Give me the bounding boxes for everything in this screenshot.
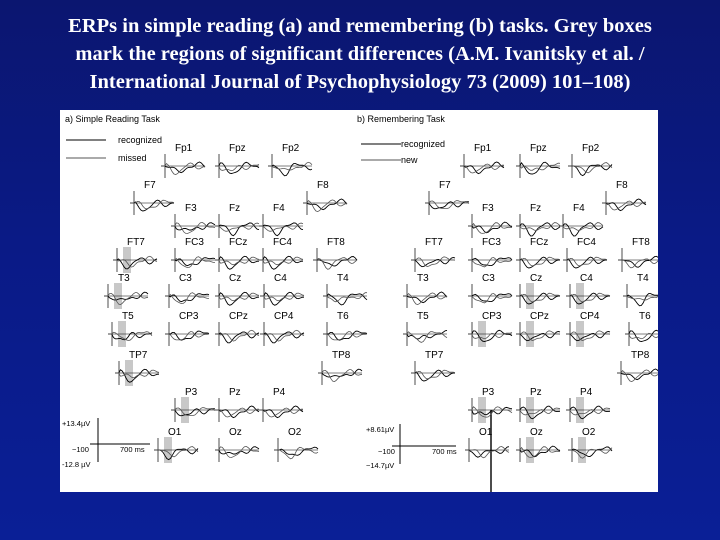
erp-trace-condition-2 bbox=[215, 165, 259, 171]
erp-trace-condition-1 bbox=[323, 294, 367, 305]
erp-trace-condition-1 bbox=[468, 222, 512, 233]
erp-trace-condition-1 bbox=[403, 330, 447, 339]
erp-trace-condition-1 bbox=[215, 332, 259, 343]
erp-a-cp3 bbox=[165, 311, 209, 346]
erp-trace-condition-2 bbox=[303, 200, 347, 212]
erp-b-tp7 bbox=[411, 350, 455, 385]
erp-a-cp4 bbox=[260, 311, 304, 346]
erp-trace-condition-1 bbox=[568, 447, 612, 457]
erp-figure bbox=[60, 110, 658, 492]
electrode-label: P4 bbox=[580, 387, 593, 398]
erp-a-fc4 bbox=[259, 237, 303, 272]
erp-b-fz bbox=[516, 203, 560, 238]
scale-a-mid: −100 bbox=[72, 445, 89, 454]
erp-a-t6 bbox=[323, 311, 367, 346]
electrode-label: T4 bbox=[337, 273, 349, 284]
erp-b-o1 bbox=[465, 427, 509, 462]
electrode-label: Oz bbox=[530, 427, 543, 438]
erp-b-f8 bbox=[602, 180, 646, 215]
electrode-label: O2 bbox=[582, 427, 596, 438]
panel-a-title: a) Simple Reading Task bbox=[65, 114, 160, 124]
slide-title bbox=[6, 12, 714, 96]
erp-trace-condition-1 bbox=[215, 223, 259, 236]
electrode-label: TP8 bbox=[631, 350, 650, 361]
erp-b-c3 bbox=[468, 273, 512, 308]
electrode-label: Pz bbox=[530, 387, 542, 398]
electrode-label: FT7 bbox=[127, 237, 145, 248]
electrode-label: FT8 bbox=[327, 237, 345, 248]
erp-trace-condition-2 bbox=[154, 447, 198, 457]
legend-b-label-2: new bbox=[401, 155, 418, 165]
electrode-label: FC4 bbox=[273, 237, 292, 248]
electrode-label: C4 bbox=[580, 273, 593, 284]
erp-a-fp1 bbox=[161, 143, 205, 178]
erp-b-ft8 bbox=[618, 237, 658, 272]
electrode-label: Oz bbox=[229, 427, 242, 438]
electrode-label: P4 bbox=[273, 387, 286, 398]
electrode-label: T5 bbox=[122, 311, 134, 322]
scale-a-bottom: -12.8 µV bbox=[62, 460, 91, 469]
erp-trace-condition-2 bbox=[468, 333, 512, 339]
electrode-label: P3 bbox=[185, 387, 198, 398]
erp-a-fz bbox=[215, 203, 259, 238]
erp-b-t4 bbox=[623, 273, 658, 308]
erp-trace-condition-1 bbox=[171, 258, 215, 266]
erp-b-f3 bbox=[468, 203, 512, 238]
electrode-label: F7 bbox=[439, 180, 451, 191]
erp-a-cpz bbox=[215, 311, 259, 346]
erp-trace-condition-1 bbox=[468, 294, 512, 302]
electrode-label: O2 bbox=[288, 427, 302, 438]
erp-trace-condition-2 bbox=[161, 163, 205, 175]
erp-trace-condition-1 bbox=[165, 294, 209, 302]
erp-b-t6 bbox=[625, 311, 658, 346]
electrode-label: T6 bbox=[639, 311, 651, 322]
legend-a-label-2: missed bbox=[118, 153, 147, 163]
electrode-label: F7 bbox=[144, 180, 156, 191]
electrode-label: Fz bbox=[530, 203, 542, 214]
electrode-label: F8 bbox=[616, 180, 628, 191]
erp-a-tp7 bbox=[115, 350, 159, 386]
erp-b-t3 bbox=[403, 273, 447, 308]
electrode-label: FC4 bbox=[577, 237, 596, 248]
erp-b-p3 bbox=[468, 387, 512, 423]
erp-a-f7 bbox=[130, 180, 174, 215]
erp-a-fcz bbox=[215, 237, 259, 272]
electrode-label: O1 bbox=[479, 427, 493, 438]
erp-b-cz bbox=[516, 273, 560, 309]
electrode-label: T3 bbox=[417, 273, 429, 284]
erp-a-oz bbox=[215, 427, 259, 462]
scale-a-top: +13.4µV bbox=[62, 419, 91, 428]
erp-a-f4 bbox=[259, 203, 303, 238]
erp-trace-condition-2 bbox=[403, 332, 447, 343]
electrode-label: TP8 bbox=[332, 350, 351, 361]
erp-a-f3 bbox=[171, 203, 215, 238]
electrode-label: T4 bbox=[637, 273, 649, 284]
erp-trace-condition-1 bbox=[113, 258, 157, 269]
erp-trace-condition-2 bbox=[566, 408, 610, 415]
erp-a-f8 bbox=[303, 180, 347, 215]
electrode-label: FC3 bbox=[482, 237, 501, 248]
scale-b-bottom: −14.7µV bbox=[366, 461, 395, 470]
erp-a-o1 bbox=[154, 427, 198, 463]
electrode-label: Fpz bbox=[229, 143, 246, 154]
title-line-3: International Journal of Psychophysiology 73 (2009) 101–108) bbox=[89, 71, 631, 93]
erp-a-ft7 bbox=[113, 237, 157, 273]
erp-b-fcz bbox=[516, 237, 560, 272]
erp-b-fp1 bbox=[460, 143, 504, 178]
erp-trace-condition-2 bbox=[313, 258, 357, 270]
erp-trace-condition-1 bbox=[468, 258, 512, 266]
electrode-label: CPz bbox=[229, 311, 248, 322]
electrode-label: Cz bbox=[229, 273, 242, 284]
erp-b-pz bbox=[516, 387, 560, 423]
erp-a-p3 bbox=[171, 387, 215, 423]
electrode-label: Fp2 bbox=[582, 143, 600, 154]
scale-b-mid: −100 bbox=[378, 447, 395, 456]
electrode-label: TP7 bbox=[425, 350, 444, 361]
erp-b-p4 bbox=[566, 387, 610, 423]
erp-a-o2 bbox=[274, 427, 318, 462]
erp-trace-condition-1 bbox=[465, 447, 509, 458]
electrode-label: CPz bbox=[530, 311, 549, 322]
erp-trace-condition-1 bbox=[215, 447, 259, 454]
scale-b-top: +8.61µV bbox=[366, 425, 395, 434]
electrode-label: C4 bbox=[274, 273, 287, 284]
electrode-label: Fp1 bbox=[474, 143, 492, 154]
erp-b-fpz bbox=[516, 143, 560, 178]
erp-trace-condition-1 bbox=[260, 332, 304, 343]
erp-a-fp2 bbox=[268, 143, 312, 178]
erp-trace-condition-1 bbox=[108, 333, 152, 340]
erp-a-c4 bbox=[260, 273, 304, 308]
electrode-label: FCz bbox=[229, 237, 248, 248]
erp-a-p4 bbox=[259, 387, 303, 422]
erp-b-f7 bbox=[425, 180, 469, 215]
electrode-label: TP7 bbox=[129, 350, 148, 361]
erp-b-ft7 bbox=[411, 237, 455, 272]
electrode-label: Pz bbox=[229, 387, 241, 398]
erp-a-t4 bbox=[323, 273, 367, 308]
erp-a-t5 bbox=[108, 311, 152, 347]
erp-a-ft8 bbox=[313, 237, 357, 272]
electrode-label: FT8 bbox=[632, 237, 650, 248]
erp-trace-condition-2 bbox=[568, 163, 612, 173]
erp-a-t3 bbox=[104, 273, 148, 309]
electrode-label: O1 bbox=[168, 427, 182, 438]
erp-trace-condition-2 bbox=[516, 408, 560, 415]
erp-b-fp2 bbox=[568, 143, 612, 178]
erp-trace-condition-1 bbox=[468, 407, 512, 414]
erp-trace-condition-1 bbox=[468, 330, 512, 341]
electrode-label: T6 bbox=[337, 311, 349, 322]
erp-a-cz bbox=[215, 273, 259, 308]
electrode-label: P3 bbox=[482, 387, 495, 398]
erp-a-fpz bbox=[215, 143, 259, 178]
electrode-label: Fpz bbox=[530, 143, 547, 154]
erp-figure-svg bbox=[60, 110, 658, 492]
electrode-label: CP4 bbox=[274, 311, 294, 322]
erp-b-tp8 bbox=[617, 350, 658, 385]
electrode-label: F4 bbox=[273, 203, 285, 214]
panel-b-title: b) Remembering Task bbox=[357, 114, 445, 124]
erp-trace-condition-1 bbox=[259, 223, 303, 236]
scale-b-time: 700 ms bbox=[432, 447, 457, 456]
erp-a-c3 bbox=[165, 273, 209, 308]
erp-b-oz bbox=[516, 427, 560, 463]
electrode-label: C3 bbox=[482, 273, 495, 284]
erp-b-fc4 bbox=[563, 237, 607, 272]
erp-b-c4 bbox=[566, 273, 610, 309]
erp-trace-condition-2 bbox=[403, 293, 447, 305]
erp-trace-condition-1 bbox=[303, 199, 347, 210]
electrode-label: FT7 bbox=[425, 237, 443, 248]
legend-a-label-1: recognized bbox=[118, 135, 163, 145]
electrode-label: CP3 bbox=[179, 311, 199, 322]
electrode-label: F3 bbox=[482, 203, 494, 214]
legend-b-label-1: recognized bbox=[401, 139, 446, 149]
electrode-label: F8 bbox=[317, 180, 329, 191]
erp-b-t5 bbox=[403, 311, 447, 346]
title-line-1: ERPs in simple reading (a) and remembering (b) tasks. Grey boxes bbox=[68, 15, 652, 37]
scale-a-time: 700 ms bbox=[120, 445, 145, 454]
electrode-label: CP3 bbox=[482, 311, 502, 322]
electrode-label: Fz bbox=[229, 203, 241, 214]
electrode-label: Fp1 bbox=[175, 143, 193, 154]
erp-trace-condition-1 bbox=[516, 446, 560, 457]
erp-traces bbox=[104, 143, 658, 463]
electrode-label: FC3 bbox=[185, 237, 204, 248]
erp-b-fc3 bbox=[468, 237, 512, 272]
title-line-2: mark the regions of significant differences (A.M. Ivanitsky et al. / bbox=[75, 43, 645, 65]
erp-trace-condition-1 bbox=[403, 292, 447, 303]
erp-b-f4 bbox=[559, 203, 603, 238]
erp-a-pz bbox=[215, 387, 259, 422]
electrode-label: Fp2 bbox=[282, 143, 300, 154]
erp-trace-condition-1 bbox=[161, 162, 205, 173]
erp-trace-condition-1 bbox=[215, 162, 259, 173]
erp-b-cpz bbox=[516, 311, 560, 347]
electrode-label: FCz bbox=[530, 237, 549, 248]
erp-trace-condition-1 bbox=[171, 223, 215, 230]
erp-b-o2 bbox=[568, 427, 612, 463]
electrode-label: CP4 bbox=[580, 311, 600, 322]
erp-trace-condition-1 bbox=[623, 294, 658, 306]
electrode-label: C3 bbox=[179, 273, 192, 284]
electrode-label: T3 bbox=[118, 273, 130, 284]
electrode-label: Cz bbox=[530, 273, 543, 284]
erp-a-tp8 bbox=[318, 350, 362, 385]
electrode-label: T5 bbox=[417, 311, 429, 322]
erp-a-fc3 bbox=[171, 237, 215, 272]
erp-b-cp4 bbox=[566, 311, 610, 347]
erp-trace-condition-1 bbox=[516, 406, 560, 419]
electrode-label: F3 bbox=[185, 203, 197, 214]
erp-trace-condition-2 bbox=[618, 258, 658, 268]
electrode-label: F4 bbox=[573, 203, 585, 214]
erp-trace-condition-2 bbox=[108, 332, 152, 341]
erp-b-cp3 bbox=[468, 311, 512, 347]
erp-trace-condition-1 bbox=[566, 406, 610, 419]
